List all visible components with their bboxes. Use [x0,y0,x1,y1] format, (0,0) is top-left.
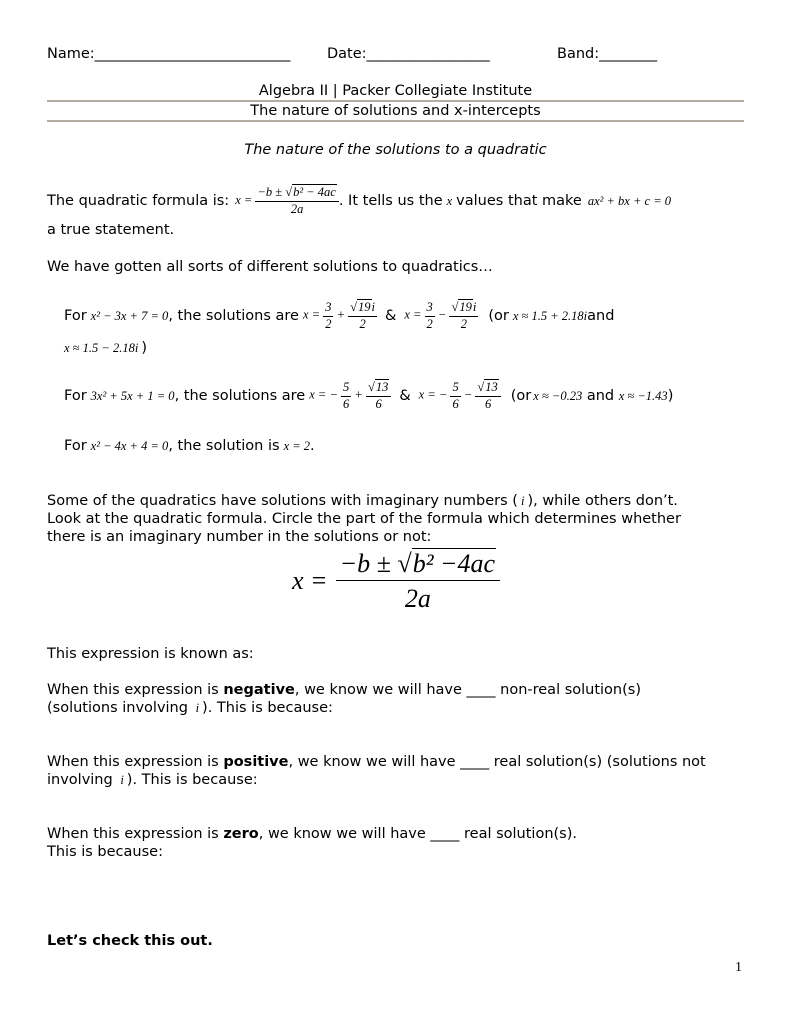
example-2-equation: 3x² + 5x + 1 = 0 [90,388,175,403]
example-2-approx-open: (or [510,388,532,404]
example-1-equation: x² − 3x + 7 = 0 [90,308,169,323]
example-1 [64,296,614,336]
negative-pre: When this expression is [47,682,224,698]
band-field-label: Band:________ [557,46,658,62]
imaginary-line-1 [47,493,678,509]
date-field-label: Date:_________________ [327,46,490,62]
positive-line2b: ). This is because: [126,772,258,788]
example-1-approx-2: x ≈ 1.5 − 2.18i [64,340,139,355]
zero-post: , we know we will have ____ real solution(s). [258,826,577,842]
imaginary-text-1a: Some of the quadratics have solutions with imaginary numbers ( [47,493,518,509]
example-2-solution-2: x = − $\frac{5}{6}$ − $\frac{√13}{6}$ [419,381,501,410]
example-2-amp: & [399,388,411,404]
positive-line2a: involving [47,772,118,788]
example-2-and: and [582,388,619,404]
page-number: 1 [735,960,742,975]
positive-line-2 [47,772,258,788]
positive-pre: When this expression is [47,754,224,770]
negative-line2a: (solutions involving [47,700,193,716]
example-2 [64,376,673,416]
document-subtitle: The nature of solutions and x-intercepts [250,103,541,119]
example-2-for: For [64,388,87,404]
example-1-approx-1: x ≈ 1.5 + 2.18i [512,308,588,323]
example-3-for: For [64,438,87,454]
example-3 [64,438,315,454]
example-2-mid: , the solutions are [174,388,306,404]
example-1-solution-1: x = $\frac{3}{2}$ + $\frac{√19i}{2}$ [302,300,375,331]
negative-bold: negative [223,682,295,698]
standard-form-equation: ax² + bx + c = 0 [587,193,672,208]
zero-bold: zero [223,826,259,842]
example-3-equation: x² − 4x + 4 = 0 [90,438,169,453]
intro-text-2: . It tells us the [338,193,443,209]
imaginary-text-1b: ), while others don’t. [527,493,678,509]
example-1-for: For [64,308,87,324]
lets-check-heading: Let’s check this out. [47,933,213,949]
example-3-solution: x = 2 [283,438,311,453]
negative-i: i [195,701,200,715]
quadratic-formula-large[interactable]: x = $\frac{\text{−b ± √b² −4ac}}{2a}$ [292,550,500,613]
intro-text-3: values that make [456,193,582,209]
example-2-solution-1: x = − $\frac{5}{6}$ + $\frac{√13}{6}$ [309,381,391,410]
zero-line-2: This is because: [47,844,163,860]
positive-bold: positive [223,754,289,770]
section-title: The nature of the solutions to a quadratic [244,142,547,158]
intro-line [47,176,671,226]
example-1-line-2 [64,340,147,356]
positive-line-1 [47,754,706,770]
intro-text-4: a true statement. [47,222,175,238]
imaginary-line-3: there is an imaginary number in the solutions or not: [47,529,432,545]
example-3-end: . [310,438,315,454]
document-title: Algebra II | Packer Collegiate Institute [258,83,533,99]
paragraph-solutions: We have gotten all sorts of different solutions to quadratics… [47,259,493,275]
example-2-approx-2: x ≈ −1.43 [618,388,668,403]
negative-post: , we know we will have ____ non-real solution(s) [294,682,641,698]
example-1-and: and [587,308,615,324]
example-3-mid: , the solution is [168,438,280,454]
title-rule-top [47,100,744,102]
zero-line-1 [47,826,577,842]
example-2-close: ) [667,388,674,404]
name-field-label: Name:___________________________ [47,46,291,62]
imaginary-line-2: Look at the quadratic formula. Circle the part of the formula which determines whether [47,511,681,527]
example-1-solution-2: x = $\frac{3}{2}$ − $\frac{√19i}{2}$ [404,300,477,331]
known-as-text: This expression is known as: [47,646,254,662]
negative-line2b: ). This is because: [202,700,333,716]
example-1-approx-open: (or [488,308,509,324]
imaginary-i: i [520,494,525,508]
example-1-close: ) [141,340,147,356]
negative-line-2 [47,700,333,716]
negative-line-1 [47,682,641,698]
title-rule-bottom [47,120,744,122]
zero-pre: When this expression is [47,826,224,842]
quadratic-formula-inline: x = $\frac{\text{−b ± √b² − 4ac}}{2a}$ [235,186,339,215]
example-1-amp: & [385,308,397,324]
example-2-approx-1: x ≈ −0.23 [533,388,583,403]
variable-x: x [446,193,453,208]
intro-text-1: The quadratic formula is: [47,193,230,209]
positive-i: i [120,773,124,787]
positive-post: , we know we will have ____ real solution(s) (solutions not [288,754,706,770]
example-1-mid: , the solutions are [168,308,299,324]
